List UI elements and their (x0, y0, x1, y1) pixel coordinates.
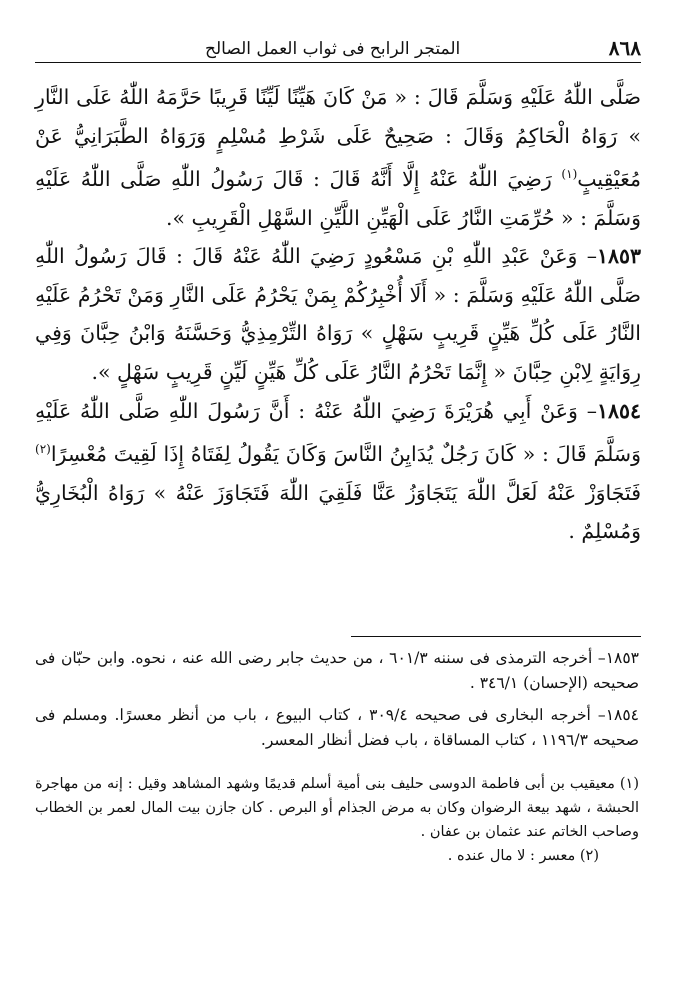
hadith-paragraph (35, 392, 641, 551)
note-marker: (٢) (579, 848, 599, 864)
takhrij-number: ١٨٥٣ (605, 649, 639, 667)
takhrij-entry (35, 646, 639, 695)
editor-notes (35, 772, 639, 868)
takhrij-text: – أخرجه البخارى فى صحيحه ٣٠٩/٤ ، كتاب البيوع ، باب من أنظر معسرًا. ومسلم فى صحيحه ١١٩٦/٣ ، كتاب المساقاة ، باب فضل أنظار المعسر. (35, 706, 639, 749)
takhrij-footnotes (35, 646, 639, 760)
note-entry (35, 772, 639, 844)
hadith-number: ١٨٥٣ (596, 244, 641, 269)
footnote-divider (351, 636, 641, 637)
main-text (35, 78, 641, 551)
takhrij-text: – أخرجه الترمذى فى سننه ٦٠١/٣ ، من حديث جابر رضى الله عنه ، نحوه. وابن حبّان فى صحيحه (الإحسان) ٣٤٦/١ . (35, 649, 639, 692)
note-text: معيقيب بن أبى فاطمة الدوسى حليف بنى أمية أسلم قديمًا وشهد المشاهد وقيل : إنه من مهاجرة الحبشة ، شهد بيعة الرضوان وكان به مرض الجذام أو البرص . كان جازن بيت المال لعمر بن الخطاب وصاحب الخاتم عند عثمان بن عفان . (35, 776, 639, 840)
running-title: المتجر الرابح فى ثواب العمل الصالح (205, 39, 461, 59)
footnote-ref: (١) (561, 167, 578, 182)
hadith-paragraph (35, 237, 641, 391)
takhrij-entry (35, 703, 639, 752)
takhrij-number: ١٨٥٤ (605, 706, 639, 724)
note-text: معسر : لا مال عنده . (447, 848, 576, 864)
hadith-text: – وَعَنْ عَبْدِ اللّٰهِ بْنِ مَسْعُودٍ رَضِيَ اللّٰهُ عَنْهُ قَالَ : قَالَ رَسُولُ اللّٰهِ صَلَّى اللّٰهُ عَلَيْهِ وَسَلَّمَ : « أَلَا أُخْبِرُكُمْ بِمَنْ يَحْرُمُ عَلَى النَّارِ وَمَنْ تَحْرُمُ عَلَيْهِ النَّارُ عَلَى كُلِّ هَيِّنٍ قَرِيبٍ سَهْلٍ » رَوَاهُ التِّرْمِذِيُّ وَحَسَّنَهُ وَابْنُ حِبَّانَ وَفِي رِوَايَةٍ لِابْنِ حِبَّانَ « إِنَّمَا تَحْرُمُ النَّارُ عَلَى كُلِّ هَيِّنٍ لَيِّنٍ قَرِيبٍ سَهْلٍ ». (35, 244, 641, 384)
hadith-text: – وَعَنْ أَبِي هُرَيْرَةَ رَضِيَ اللّٰهُ عَنْهُ : أَنَّ رَسُولَ اللّٰهِ صَلَّى اللّٰهُ عَلَيْهِ وَسَلَّمَ قَالَ : « كَانَ رَجُلٌ يُدَايِنُ النَّاسَ وَكَانَ يَقُولُ لِفَتَاهُ إِذَا لَقِيتَ مُعْسِرًا (35, 398, 641, 466)
note-entry (35, 844, 639, 868)
hadith-text-continued: فَتَجَاوَزْ عَنْهُ لَعَلَّ اللّٰهَ يَتَجَاوَزُ عَنَّا فَلَقِيَ اللّٰهَ فَتَجَاوَزَ عَنْهُ » رَوَاهُ الْبُخَارِيُّ وَمُسْلِمٌ . (35, 480, 641, 544)
hadith-number: ١٨٥٤ (596, 398, 641, 423)
note-marker: (١) (619, 776, 640, 792)
hadith-paragraph (35, 78, 641, 237)
hadith-text-continued: رَضِيَ اللّٰهُ عَنْهُ إِلَّا أَنَّهُ قَالَ : قَالَ رَسُولُ اللّٰهِ صَلَّى اللّٰهُ عَلَيْهِ وَسَلَّمَ : « حُرِّمَتِ النَّارُ عَلَى الْهَيِّنِ اللَّيِّنِ السَّهْلِ الْقَرِيبِ ». (35, 167, 641, 230)
hadith-text: صَلَّى اللّٰهُ عَلَيْهِ وَسَلَّمَ قَالَ : « مَنْ كَانَ هَيِّنًا لَيِّنًا قَرِيبًا حَرَّمَهُ اللّٰهُ عَلَى النَّارِ » رَوَاهُ الْحَاكِمُ وَقَالَ : صَحِيحٌ عَلَى شَرْطِ مُسْلِمٍ وَرَوَاهُ الطَّبَرَانِيُّ عَنْ مُعَيْقِيبٍ (35, 85, 641, 192)
page-header (35, 32, 641, 63)
page-number: ٨٦٨ (608, 36, 641, 60)
footnote-ref: (٢) (35, 442, 51, 457)
